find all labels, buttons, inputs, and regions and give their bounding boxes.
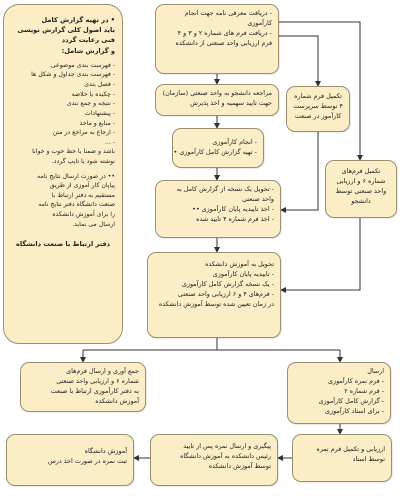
step-text: در زمان تعیین شده توسط آموزش دانشکده: [158, 299, 274, 308]
guidelines-heading-line: فنی رعایت گردد: [61, 36, 115, 45]
guidelines-heading-line: • در تهیه گزارش کامل: [41, 16, 115, 24]
step-text: - اخذ فرم شماره ۴ تایید شده: [196, 214, 274, 223]
step-text: کارآموزی: [247, 18, 272, 27]
step-receive-introduction-letter: [155, 4, 279, 74]
step-supervisor-form-4: [286, 86, 350, 132]
guideline-note: •• در صورت ارسال نتایج نامه: [37, 172, 115, 180]
guideline-note: پیاپان کار آموزی از طریق: [49, 182, 115, 190]
step-deliver-report-to-unit: [155, 180, 281, 238]
step-student-forms-6: [325, 160, 397, 218]
step-text: ارسال: [367, 367, 384, 375]
guidelines-footer: [11, 239, 115, 249]
step-text: توسط آموزش دانشکده: [208, 461, 271, 470]
step-text: - دریافت فرم های شماره ۲ و ۳ و ۴: [177, 28, 272, 37]
guideline-note: ارسال می نماید.: [72, 220, 115, 228]
guideline-item: - فهرست بندی جداول و شکل ها: [31, 71, 115, 79]
arrow-n7-n5: [281, 218, 360, 290]
step-perform-internship: [172, 128, 264, 168]
step-text: - فرم شماره ۲: [344, 386, 384, 395]
guideline-item: - نتیجه و جمع بندی: [66, 100, 115, 108]
step-text: - برای استاد کارآموزی: [325, 406, 384, 415]
step-text: - گزارش کامل کارآموزی: [318, 396, 384, 405]
guideline-item: - ارجاع به مراجع در متن: [52, 129, 115, 137]
step-text: تحویل به آموزش دانشکده: [205, 260, 274, 268]
footer-line: دانشگاه: [16, 240, 42, 249]
report-guidelines-panel: [3, 4, 123, 344]
step-text: - اخذ تاییدیه پایان کارآموزی ••: [192, 204, 274, 213]
step-text: - فرم‌های ۴ و ۶ ارزیابی واحد صنعتی: [178, 289, 274, 298]
guideline-note: باشد و ضمنا با خط خوب و خوانا: [32, 148, 115, 156]
footer-line: دفتر ارتباط با صنعت: [43, 240, 110, 249]
step-text: - فرم نمره کارآموزی: [328, 376, 384, 385]
step-text: واحد صنعتی توسط: [335, 186, 387, 195]
step-visit-industrial-unit: [155, 84, 279, 116]
guidelines-heading-line: باید اصول کلی گزارش نویسی: [17, 26, 115, 35]
guideline-note: مستقیم به دفتر ارتباط با: [51, 191, 115, 199]
step-text: - تحویل یک نسخه از گزارش کامل به: [176, 185, 274, 193]
step-text: - تهیه گزارش کامل کارآموزی •: [173, 147, 257, 156]
arrow-n1-n6: [279, 36, 318, 86]
step-text: کارآموز در صنعت: [294, 111, 342, 120]
step-send-grade-to-university: [150, 434, 278, 486]
step-deliver-to-faculty: [147, 252, 281, 338]
arrow-n6-n4: [281, 132, 318, 210]
step-text: جمع آوری و ارسال فرم‌های: [66, 367, 139, 375]
guideline-note: نوشته شود یا تایپ گردد.: [51, 157, 115, 165]
guideline-item: - فهرست بندی موضوعی: [50, 61, 115, 69]
step-text: آموزش دانشگاه: [84, 447, 127, 455]
step-collect-forms-6: [20, 362, 146, 412]
guideline-item: - منابع و ماخذ: [79, 119, 115, 127]
step-text: ارزیابی و تکمیل فرم نمره: [316, 445, 385, 453]
step-text: - یک نسخه گزارش کامل کارآموزی: [181, 279, 274, 288]
step-text: توسط استاد: [352, 454, 385, 463]
step-text: تکمیل فرم‌های: [341, 167, 381, 175]
step-text: پیگیری و ارسال نمره پس از تایید: [183, 442, 271, 450]
step-text: واحد صنعتی: [242, 194, 274, 203]
step-text: دانشجو: [351, 196, 371, 205]
step-text: ۴ توسط سرپرست: [293, 101, 343, 110]
step-university-record-grade: [6, 434, 134, 486]
guideline-item: - چکیده یا خلاصه: [71, 90, 115, 98]
guideline-item: - پیشنهادات: [84, 109, 115, 117]
step-text: مراجعه دانشجو به واحد صنعتی (سازمان): [162, 89, 272, 97]
step-text: تکمیل فرم شماره: [294, 92, 342, 100]
step-text: آموزش دانشکده: [95, 396, 139, 405]
step-text: - تاییدیه پایان کارآموزی: [212, 269, 274, 278]
step-text: - دریافت معرفی نامه جهت انجام: [184, 9, 272, 17]
step-text: فرم ارزیابی واحد صنعتی از دانشکده: [175, 38, 272, 47]
step-text: - انجام کارآموزی: [212, 138, 257, 146]
guideline-item: - ...: [104, 138, 115, 146]
step-text: ثبت نمره در صورت اخذ درس: [47, 456, 127, 465]
step-text: رئیس دانشکده به آموزش دانشگاه: [180, 451, 271, 460]
step-text: شماره ۶ و ارزیابی: [336, 176, 386, 185]
step-send-to-supervisor: [287, 362, 391, 424]
guideline-item: - فصل بندی: [84, 81, 115, 89]
guidelines-heading-line: و گزارش شامل:: [61, 46, 115, 55]
guideline-note: صنعت دانشگاه دفتر نتایج نامه: [38, 201, 115, 209]
step-text: به دفتر کارآموزی ارتباط با صنعت: [50, 386, 139, 395]
step-text: شماره ۶ و ارزیابی واحد صنعتی: [56, 376, 139, 385]
step-supervisor-grade: [292, 434, 392, 482]
step-text: جهت تایید سهمیه و اخذ پذیرش: [190, 98, 272, 107]
guideline-note: را برای آموزش دانشکده: [52, 211, 115, 219]
